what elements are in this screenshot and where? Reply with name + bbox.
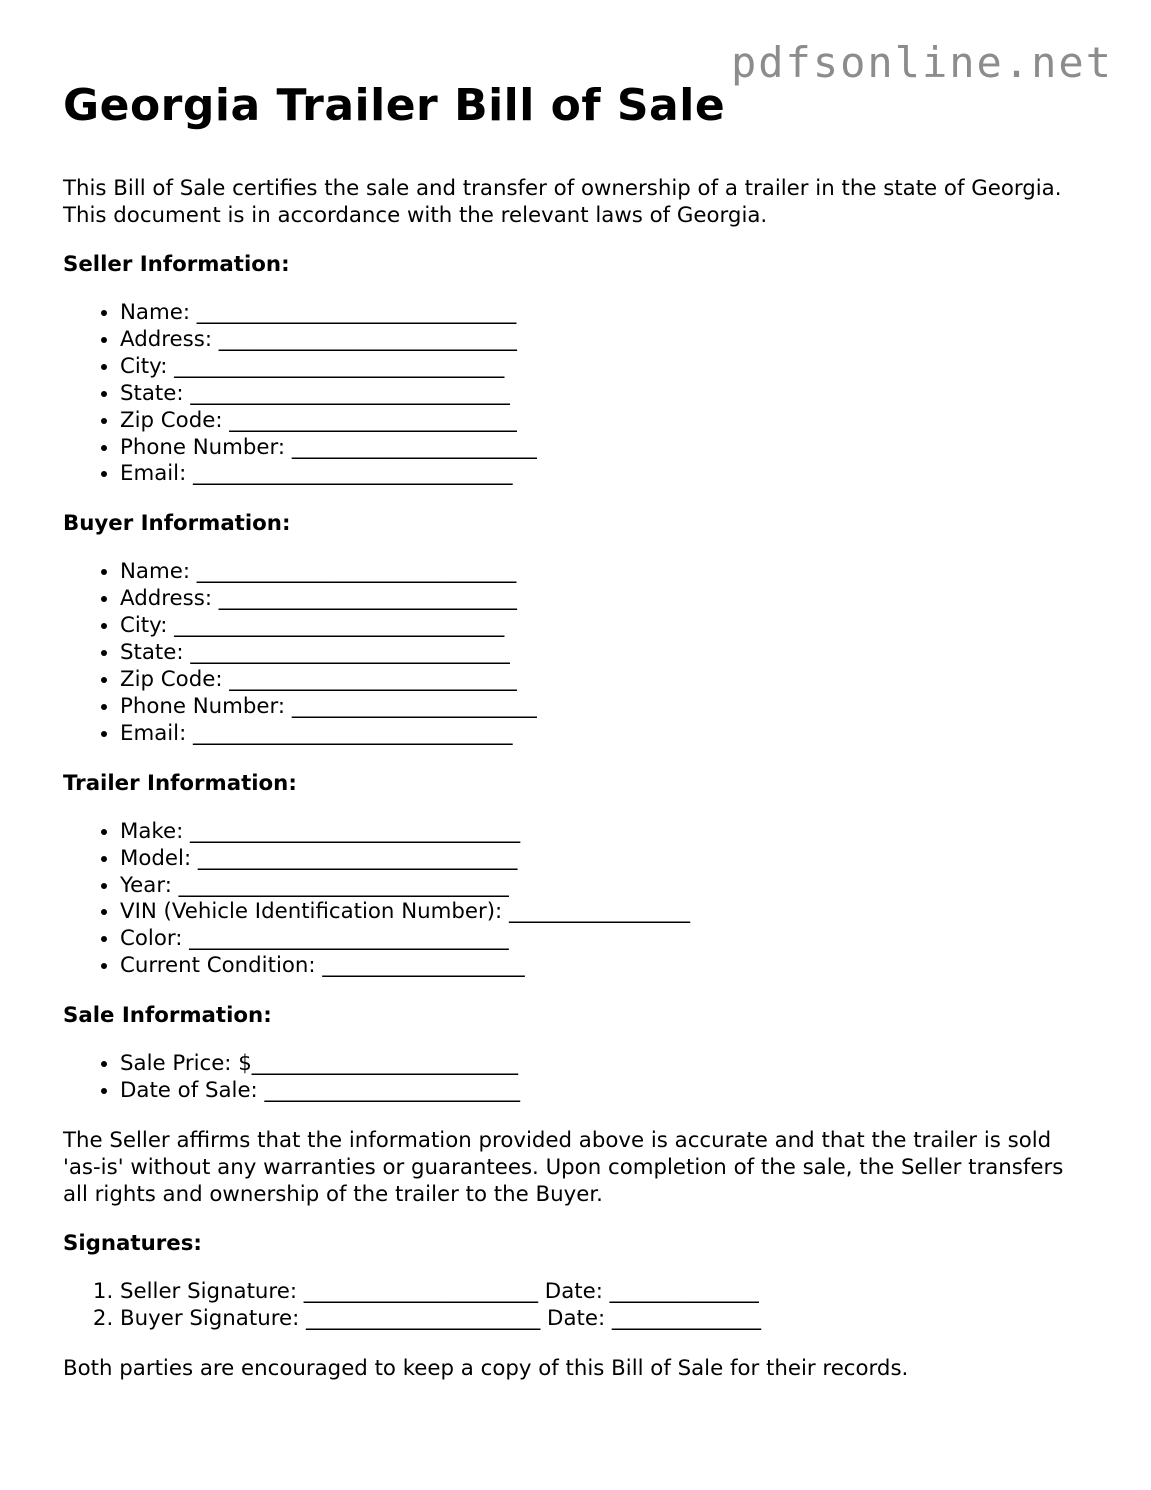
buyer-zip-field: • Zip Code: ___________________________ xyxy=(120,667,1093,694)
trailer-color-field: • Color: ______________________________ xyxy=(120,926,1093,953)
trailer-model-field: • Model: ______________________________ xyxy=(120,846,1093,873)
seller-city-field: • City: _______________________________ xyxy=(120,354,1093,381)
trailer-make-field: • Make: _______________________________ xyxy=(120,819,1093,846)
buyer-address-field: • Address: ____________________________ xyxy=(120,586,1093,613)
seller-signature-line: 1. Seller Signature: ______________________ Date: ______________ xyxy=(120,1279,1093,1306)
trailer-list xyxy=(63,819,1093,980)
trailer-heading: Trailer Information: xyxy=(63,770,297,796)
seller-address-field: • Address: ____________________________ xyxy=(120,327,1093,354)
sale-date-field: • Date of Sale: ________________________ xyxy=(120,1078,1093,1105)
intro-paragraph: This Bill of Sale certifies the sale and transfer of ownership of a trailer in the state of Georgia. This document is in accordance with the relevant laws of Georgia. xyxy=(63,176,1062,228)
seller-phone-field: • Phone Number: _______________________ xyxy=(120,435,1093,462)
affirmation-paragraph: The Seller affirms that the information provided above is accurate and that the trailer is sold 'as-is' without any warranties or guarantees. Upon completion of the sale, the Seller transfers all rights and ownership of the trailer to the Buyer. xyxy=(63,1127,1064,1207)
signatures-list xyxy=(63,1279,1093,1333)
trailer-condition-field: • Current Condition: ___________________ xyxy=(120,953,1093,980)
sale-heading: Sale Information: xyxy=(63,1003,272,1029)
trailer-vin-field: • VIN (Vehicle Identification Number): _________________ xyxy=(120,899,1093,926)
document-page xyxy=(63,80,1093,1382)
closing-paragraph: Both parties are encouraged to keep a copy of this Bill of Sale for their records. xyxy=(63,1355,909,1381)
buyer-list xyxy=(63,559,1093,747)
seller-heading: Seller Information: xyxy=(63,252,290,277)
buyer-city-field: • City: _______________________________ xyxy=(120,613,1093,640)
seller-state-field: • State: ______________________________ xyxy=(120,381,1093,408)
seller-name-field: • Name: ______________________________ xyxy=(120,300,1093,327)
seller-zip-field: • Zip Code: ___________________________ xyxy=(120,408,1093,435)
buyer-signature-line: 2. Buyer Signature: ______________________ Date: ______________ xyxy=(120,1306,1093,1333)
signatures-heading: Signatures: xyxy=(63,1230,202,1256)
sale-list xyxy=(63,1051,1093,1105)
document-title: Georgia Trailer Bill of Sale xyxy=(63,80,726,131)
buyer-name-field: • Name: ______________________________ xyxy=(120,559,1093,586)
seller-list xyxy=(63,300,1093,488)
watermark: pdfsonline.net xyxy=(730,38,1113,87)
seller-email-field: • Email: ______________________________ xyxy=(120,461,1093,488)
buyer-phone-field: • Phone Number: _______________________ xyxy=(120,694,1093,721)
sale-price-field: • Sale Price: $_________________________ xyxy=(120,1051,1093,1078)
trailer-year-field: • Year: _______________________________ xyxy=(120,873,1093,900)
buyer-email-field: • Email: ______________________________ xyxy=(120,721,1093,748)
buyer-heading: Buyer Information: xyxy=(63,511,291,537)
buyer-state-field: • State: ______________________________ xyxy=(120,640,1093,667)
